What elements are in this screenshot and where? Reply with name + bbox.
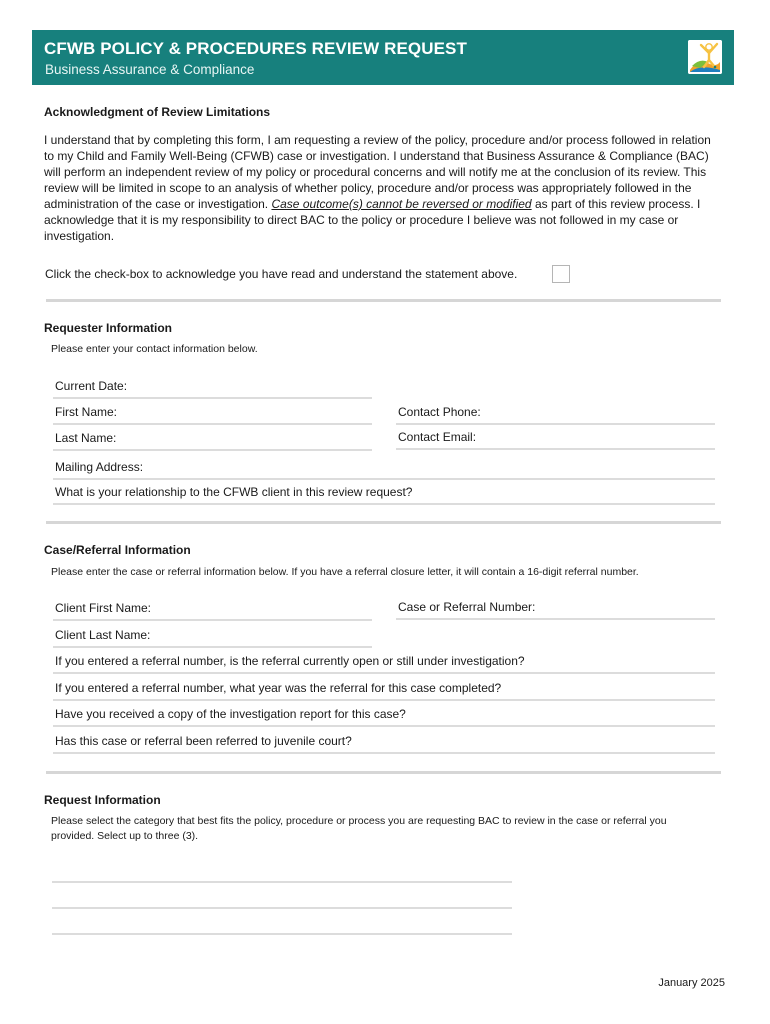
form-subtitle: Business Assurance & Compliance xyxy=(45,62,255,77)
referral-year-field[interactable]: If you entered a referral number, what year was the referral for this case completed? xyxy=(53,678,715,701)
requester-heading: Requester Information xyxy=(44,321,173,335)
contact-email-field[interactable]: Contact Email: xyxy=(396,427,715,450)
request-instructions: Please select the category that best fits the policy, procedure or process you are requesting BAC to review in the case or referral you provided. Select up to three (3). xyxy=(51,815,667,842)
acknowledge-checkbox[interactable] xyxy=(552,265,570,283)
section-divider xyxy=(46,521,721,524)
form-header xyxy=(32,30,734,85)
current-date-field[interactable]: Current Date: xyxy=(53,376,372,399)
report-copy-field[interactable]: Have you received a copy of the investigation report for this case? xyxy=(53,704,715,727)
acknowledgment-statement xyxy=(44,132,720,244)
acknowledge-checkbox-label: Click the check-box to acknowledge you have read and understand the statement above. xyxy=(45,267,518,281)
form-title: CFWB POLICY & PROCEDURES REVIEW REQUEST xyxy=(44,39,467,58)
contact-phone-field[interactable]: Contact Phone: xyxy=(396,402,715,425)
relationship-field[interactable]: What is your relationship to the CFWB client in this review request? xyxy=(53,482,715,505)
requester-instructions: Please enter your contact information below. xyxy=(51,343,258,355)
juvenile-court-field[interactable]: Has this case or referral been referred to juvenile court? xyxy=(53,731,715,754)
category-select-1[interactable] xyxy=(52,881,512,883)
referral-open-field[interactable]: If you entered a referral number, is the referral currently open or still under investigation? xyxy=(53,651,715,674)
acknowledgment-text-part1: I understand that by completing this form, I am requesting a review of the policy, procedure and/or process followed in relation to my Child and Family Well-Being (CFWB) case or investigation. I understand that Business Assurance & Compliance (BAC) will perform an independent review of my policy or procedural concerns and will notify me at the conclusion of its review. This review will be limited in scope to an analysis of whether policy, procedure and/or process was appropriately followed in the administration of the case or investigation. xyxy=(44,133,711,211)
revision-date: January 2025 xyxy=(658,977,725,989)
section-divider xyxy=(46,771,721,774)
case-heading: Case/Referral Information xyxy=(44,543,191,557)
mailing-address-field[interactable]: Mailing Address: xyxy=(53,457,715,480)
request-heading: Request Information xyxy=(44,793,161,807)
first-name-field[interactable]: First Name: xyxy=(53,402,372,425)
category-select-2[interactable] xyxy=(52,907,512,909)
acknowledgment-text-part2: as part of this review process. I acknowledge that it is my responsibility to direct BAC to the policy or procedure I believe was not followed in my case or investigation. xyxy=(44,197,701,243)
last-name-field[interactable]: Last Name: xyxy=(53,428,372,451)
case-instructions: Please enter the case or referral information below. If you have a referral closure letter, it will contain a 16-digit referral number. xyxy=(51,566,639,578)
family-logo-icon xyxy=(688,40,722,74)
client-first-name-field[interactable]: Client First Name: xyxy=(53,598,372,621)
client-last-name-field[interactable]: Client Last Name: xyxy=(53,625,372,648)
category-select-3[interactable] xyxy=(52,933,512,935)
acknowledgment-emphasis: Case outcome(s) cannot be reversed or modified xyxy=(271,197,532,211)
section-divider xyxy=(46,299,721,302)
case-number-field[interactable]: Case or Referral Number: xyxy=(396,597,715,620)
acknowledgment-heading: Acknowledgment of Review Limitations xyxy=(44,105,271,119)
